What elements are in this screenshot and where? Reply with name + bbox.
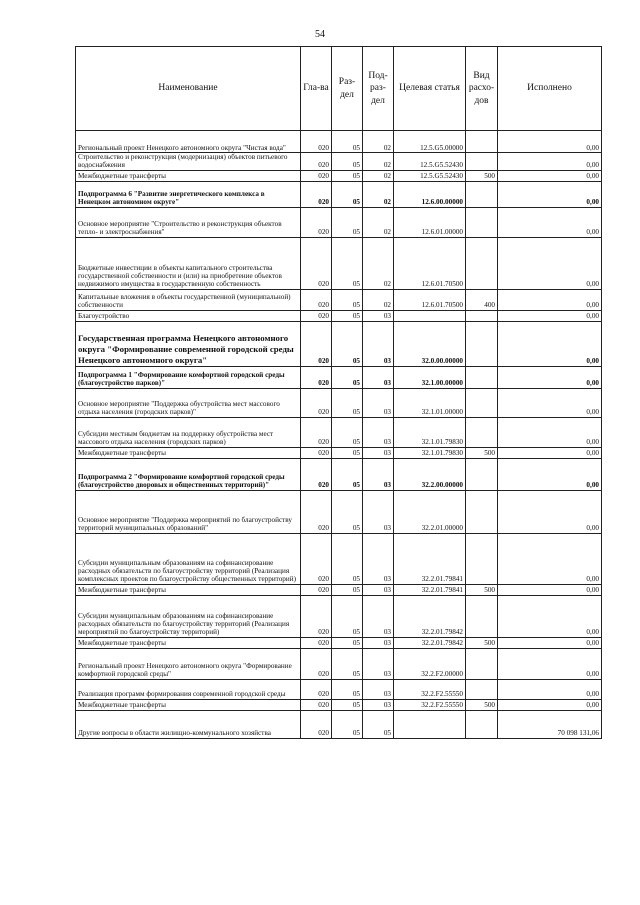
- cell-name: Субсидии местным бюджетам на поддержку обустройства мест массового отдыха населения (городских парков): [76, 417, 301, 447]
- table-body: [76, 131, 602, 739]
- table-row: [76, 153, 602, 171]
- header-glava: Гла-ва: [301, 47, 332, 131]
- cell-kind: [466, 237, 498, 289]
- cell-name: Межбюджетные трансферты: [76, 699, 301, 710]
- cell-name: Бюджетные инвестиции в объекты капитального строительства государственной собственности и (или) на приобретение объектов недвижимого имущества в государственную собственность: [76, 237, 301, 289]
- cell-target: 12.6.01.00000: [394, 207, 466, 237]
- header-name: Наименование: [76, 47, 301, 131]
- cell-podrazdel: 03: [363, 637, 394, 648]
- table-row: [76, 366, 602, 388]
- cell-glava: 020: [301, 447, 332, 458]
- cell-podrazdel: 03: [363, 595, 394, 637]
- cell-glava: 020: [301, 648, 332, 679]
- cell-target: 12.5.G5.52430: [394, 153, 466, 171]
- cell-name: Межбюджетные трансферты: [76, 447, 301, 458]
- cell-name: Региональный проект Ненецкого автономного округа "Чистая вода": [76, 131, 301, 153]
- table-header-row: [76, 47, 602, 131]
- cell-glava: 020: [301, 458, 332, 490]
- cell-name: Подпрограмма 2 "Формирование комфортной городской среды (благоустройство дворовых и общественных территорий)": [76, 458, 301, 490]
- cell-kind: [466, 595, 498, 637]
- cell-razdel: 05: [332, 458, 363, 490]
- cell-amount: 0,00: [498, 637, 602, 648]
- cell-glava: 020: [301, 637, 332, 648]
- cell-glava: 020: [301, 207, 332, 237]
- cell-target: 32.2.01.79841: [394, 533, 466, 584]
- cell-name: Благоустройство: [76, 310, 301, 321]
- cell-kind: 500: [466, 447, 498, 458]
- header-razdel: Раз-дел: [332, 47, 363, 131]
- cell-podrazdel: 03: [363, 447, 394, 458]
- cell-name: Государственная программа Ненецкого автономного округа "Формирование современной городской среды Ненецкого автономного округа": [76, 321, 301, 366]
- cell-target: 32.2.01.00000: [394, 490, 466, 533]
- cell-name: Реализация программ формирования современной городской среды: [76, 679, 301, 699]
- cell-target: 32.1.00.00000: [394, 366, 466, 388]
- table-row: [76, 310, 602, 321]
- cell-podrazdel: 03: [363, 648, 394, 679]
- cell-amount: 0,00: [498, 699, 602, 710]
- cell-razdel: 05: [332, 637, 363, 648]
- cell-name: Основное мероприятие "Поддержка обустройства мест массового отдыха населения (городских парков)": [76, 388, 301, 417]
- cell-podrazdel: 03: [363, 458, 394, 490]
- cell-glava: 020: [301, 153, 332, 171]
- cell-podrazdel: 05: [363, 710, 394, 738]
- cell-target: 32.1.01.00000: [394, 388, 466, 417]
- cell-amount: 0,00: [498, 458, 602, 490]
- cell-podrazdel: 03: [363, 417, 394, 447]
- cell-glava: 020: [301, 181, 332, 207]
- cell-amount: 0,00: [498, 207, 602, 237]
- cell-amount: 0,00: [498, 310, 602, 321]
- header-amount: Исполнено: [498, 47, 602, 131]
- cell-name: Субсидии муниципальным образованиям на софинансирование расходных обязательств по благоустройству территорий (Реализация комплексных проектов по благоустройству общественных территорий): [76, 533, 301, 584]
- table-row: [76, 637, 602, 648]
- cell-razdel: 05: [332, 170, 363, 181]
- cell-glava: 020: [301, 595, 332, 637]
- table-row: [76, 237, 602, 289]
- cell-razdel: 05: [332, 417, 363, 447]
- cell-razdel: 05: [332, 595, 363, 637]
- cell-target: 32.0.00.00000: [394, 321, 466, 366]
- cell-name: Субсидии муниципальным образованиям на софинансирование расходных обязательств по благоустройству территорий (Реализация мероприятий по благоустройству территорий): [76, 595, 301, 637]
- header-podrazdel: Под-раз-дел: [363, 47, 394, 131]
- cell-amount: 0,00: [498, 533, 602, 584]
- cell-amount: 0,00: [498, 595, 602, 637]
- cell-kind: 500: [466, 637, 498, 648]
- table-row: [76, 447, 602, 458]
- cell-kind: [466, 366, 498, 388]
- cell-razdel: 05: [332, 237, 363, 289]
- cell-podrazdel: 03: [363, 490, 394, 533]
- page-number: 54: [315, 29, 325, 40]
- cell-kind: [466, 533, 498, 584]
- table-row: [76, 181, 602, 207]
- cell-name: Межбюджетные трансферты: [76, 584, 301, 595]
- cell-amount: 0,00: [498, 417, 602, 447]
- cell-name: Строительство и реконструкция (модернизация) объектов питьевого водоснабжения: [76, 153, 301, 171]
- cell-target: 12.5.G5.00000: [394, 131, 466, 153]
- cell-podrazdel: 03: [363, 366, 394, 388]
- cell-kind: [466, 679, 498, 699]
- cell-kind: 500: [466, 584, 498, 595]
- cell-glava: 020: [301, 131, 332, 153]
- cell-target: 12.5.G5.52430: [394, 170, 466, 181]
- cell-glava: 020: [301, 679, 332, 699]
- cell-target: [394, 310, 466, 321]
- cell-target: 32.2.00.00000: [394, 458, 466, 490]
- cell-amount: 0,00: [498, 584, 602, 595]
- cell-glava: 020: [301, 710, 332, 738]
- cell-razdel: 05: [332, 321, 363, 366]
- table-row: [76, 388, 602, 417]
- cell-razdel: 05: [332, 310, 363, 321]
- cell-razdel: 05: [332, 699, 363, 710]
- table-row: [76, 648, 602, 679]
- cell-podrazdel: 03: [363, 310, 394, 321]
- cell-target: 32.2.F2.55550: [394, 679, 466, 699]
- cell-target: 32.2.01.79841: [394, 584, 466, 595]
- cell-target: 12.6.00.00000: [394, 181, 466, 207]
- cell-razdel: 05: [332, 533, 363, 584]
- cell-name: Другие вопросы в области жилищно-коммунального хозяйства: [76, 710, 301, 738]
- cell-razdel: 05: [332, 131, 363, 153]
- cell-glava: 020: [301, 388, 332, 417]
- table-row: [76, 595, 602, 637]
- cell-podrazdel: 03: [363, 321, 394, 366]
- cell-glava: 020: [301, 321, 332, 366]
- cell-target: 32.2.01.79842: [394, 637, 466, 648]
- cell-glava: 020: [301, 584, 332, 595]
- cell-name: Межбюджетные трансферты: [76, 170, 301, 181]
- cell-kind: [466, 131, 498, 153]
- table-row: [76, 207, 602, 237]
- cell-name: Подпрограмма 6 "Развитие энергетического комплекса в Ненецком автономном округе": [76, 181, 301, 207]
- cell-razdel: 05: [332, 207, 363, 237]
- cell-kind: [466, 710, 498, 738]
- table-row: [76, 699, 602, 710]
- cell-kind: 400: [466, 289, 498, 310]
- table-row: [76, 289, 602, 310]
- cell-kind: [466, 207, 498, 237]
- cell-glava: 020: [301, 699, 332, 710]
- cell-razdel: 05: [332, 366, 363, 388]
- cell-kind: [466, 417, 498, 447]
- cell-name: Капитальные вложения в объекты государственной (муниципальной) собственности: [76, 289, 301, 310]
- cell-amount: 0,00: [498, 153, 602, 171]
- cell-kind: 500: [466, 699, 498, 710]
- cell-podrazdel: 02: [363, 170, 394, 181]
- cell-target: [394, 710, 466, 738]
- cell-amount: 0,00: [498, 366, 602, 388]
- cell-name: Основное мероприятие "Строительство и реконструкция объектов тепло- и электроснабжения": [76, 207, 301, 237]
- cell-target: 32.2.01.79842: [394, 595, 466, 637]
- table-row: [76, 490, 602, 533]
- cell-glava: 020: [301, 237, 332, 289]
- cell-podrazdel: 02: [363, 153, 394, 171]
- cell-target: 32.1.01.79830: [394, 417, 466, 447]
- table-row: [76, 321, 602, 366]
- cell-amount: 0,00: [498, 321, 602, 366]
- cell-glava: 020: [301, 417, 332, 447]
- cell-amount: 0,00: [498, 490, 602, 533]
- table-row: [76, 584, 602, 595]
- cell-name: Межбюджетные трансферты: [76, 637, 301, 648]
- cell-target: 32.2.F2.00000: [394, 648, 466, 679]
- cell-razdel: 05: [332, 490, 363, 533]
- cell-glava: 020: [301, 533, 332, 584]
- cell-razdel: 05: [332, 710, 363, 738]
- cell-amount: 0,00: [498, 679, 602, 699]
- cell-amount: 0,00: [498, 388, 602, 417]
- table-row: [76, 458, 602, 490]
- cell-razdel: 05: [332, 648, 363, 679]
- cell-kind: [466, 181, 498, 207]
- cell-razdel: 05: [332, 289, 363, 310]
- header-kind: Вид расхо-дов: [466, 47, 498, 131]
- cell-podrazdel: 02: [363, 207, 394, 237]
- cell-podrazdel: 03: [363, 584, 394, 595]
- cell-glava: 020: [301, 170, 332, 181]
- cell-glava: 020: [301, 289, 332, 310]
- cell-kind: [466, 388, 498, 417]
- table-row: [76, 679, 602, 699]
- cell-podrazdel: 02: [363, 289, 394, 310]
- table-row: [76, 170, 602, 181]
- cell-glava: 020: [301, 366, 332, 388]
- cell-kind: [466, 458, 498, 490]
- cell-razdel: 05: [332, 388, 363, 417]
- cell-razdel: 05: [332, 153, 363, 171]
- cell-glava: 020: [301, 490, 332, 533]
- cell-target: 12.6.01.70500: [394, 237, 466, 289]
- cell-podrazdel: 03: [363, 388, 394, 417]
- cell-razdel: 05: [332, 679, 363, 699]
- cell-kind: [466, 153, 498, 171]
- cell-kind: [466, 310, 498, 321]
- cell-target: 32.1.01.79830: [394, 447, 466, 458]
- cell-amount: 70 098 131,06: [498, 710, 602, 738]
- cell-target: 12.6.01.70500: [394, 289, 466, 310]
- table-row: [76, 710, 602, 738]
- cell-glava: 020: [301, 310, 332, 321]
- cell-kind: 500: [466, 170, 498, 181]
- cell-razdel: 05: [332, 447, 363, 458]
- cell-amount: 0,00: [498, 237, 602, 289]
- cell-kind: [466, 648, 498, 679]
- cell-name: Основное мероприятие "Поддержка мероприятий по благоустройству территорий муниципальных образований": [76, 490, 301, 533]
- budget-table: [75, 46, 602, 739]
- cell-razdel: 05: [332, 584, 363, 595]
- cell-amount: 0,00: [498, 131, 602, 153]
- cell-amount: 0,00: [498, 181, 602, 207]
- cell-name: Подпрограмма 1 "Формирование комфортной городской среды (благоустройство парков)": [76, 366, 301, 388]
- cell-podrazdel: 03: [363, 533, 394, 584]
- cell-kind: [466, 490, 498, 533]
- cell-amount: 0,00: [498, 648, 602, 679]
- cell-amount: 0,00: [498, 289, 602, 310]
- cell-podrazdel: 02: [363, 181, 394, 207]
- cell-kind: [466, 321, 498, 366]
- cell-target: 32.2.F2.55550: [394, 699, 466, 710]
- table-row: [76, 131, 602, 153]
- table-row: [76, 417, 602, 447]
- cell-name: Региональный проект Ненецкого автономного округа "Формирование комфортной городской среды": [76, 648, 301, 679]
- cell-amount: 0,00: [498, 447, 602, 458]
- cell-razdel: 05: [332, 181, 363, 207]
- table-row: [76, 533, 602, 584]
- cell-amount: 0,00: [498, 170, 602, 181]
- cell-podrazdel: 02: [363, 237, 394, 289]
- header-target: Целевая статья: [394, 47, 466, 131]
- cell-podrazdel: 02: [363, 131, 394, 153]
- cell-podrazdel: 03: [363, 699, 394, 710]
- cell-podrazdel: 03: [363, 679, 394, 699]
